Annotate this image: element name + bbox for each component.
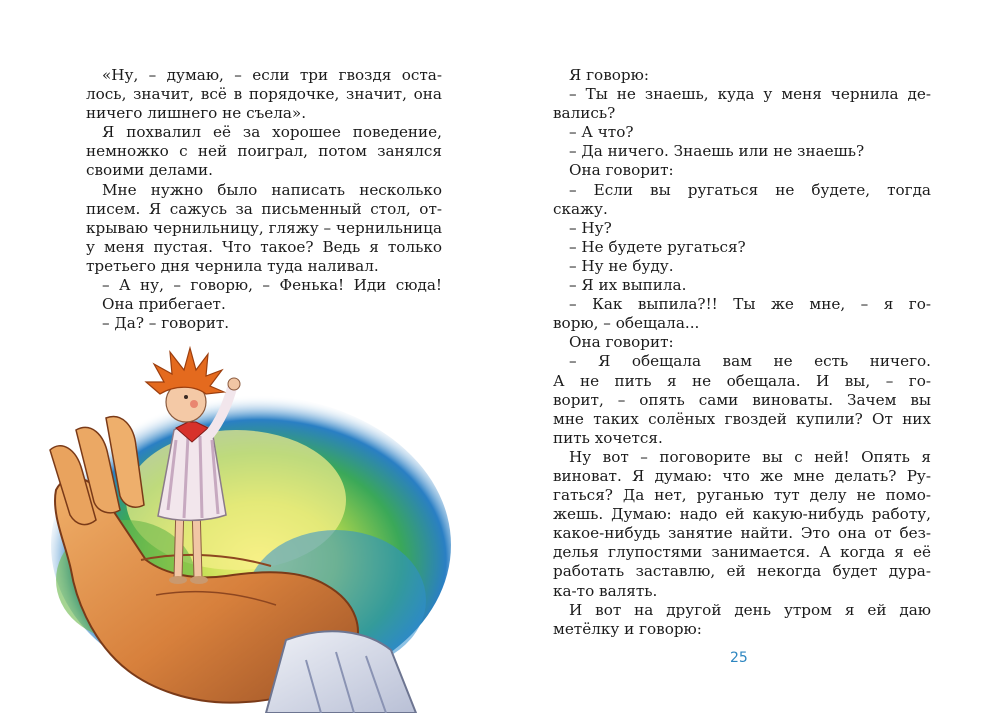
text-line: третьего дня чернила туда наливал.: [86, 256, 379, 275]
text-line: скажу.: [553, 199, 608, 218]
text-line: Ну вот – поговорите вы с ней! Опять я: [569, 447, 931, 466]
text-line: – А ну, – говорю, – Фенька! Иди сюда!: [102, 276, 442, 295]
page-number: 25: [730, 650, 748, 666]
girl-on-hand-illustration: [36, 330, 456, 713]
text-line: жешь. Думаю: надо ей какую-нибудь работу,: [553, 505, 931, 524]
text-line: Я говорю:: [569, 66, 649, 84]
left-page: [0, 0, 500, 713]
text-line: – Ну?: [569, 218, 612, 237]
text-line: мне таких солёных гвоздей купили? От них: [553, 409, 931, 428]
text-line: лось, значит, всё в порядочке, значит, она: [86, 85, 442, 104]
text-line: Мне нужно было написать несколько: [102, 180, 442, 199]
right-page: [500, 0, 1001, 713]
text-line: писем. Я сажусь за письменный стол, от-: [86, 199, 442, 218]
left-page-text: [86, 66, 442, 333]
text-line: ничего лишнего не съела».: [86, 104, 307, 123]
text-line: И вот на другой день утром я ей даю: [569, 600, 931, 619]
text-line: делья глупостями занимается. А когда я её: [553, 543, 931, 562]
text-line: «Ну, – думаю, – если три гвоздя оста-: [102, 66, 442, 84]
text-line: пить хочется.: [553, 428, 663, 447]
text-line: крываю чернильницу, гляжу – чернильница: [86, 218, 442, 237]
text-line: Она говорит:: [569, 333, 674, 352]
text-line: Она прибегает.: [102, 295, 226, 314]
text-line: гаться? Да нет, руганью тут делу не помо-: [553, 486, 931, 505]
text-line: – Если вы ругаться не будете, тогда: [569, 180, 931, 199]
text-line: своими делами.: [86, 161, 213, 180]
text-line: – Не будете ругаться?: [569, 237, 746, 256]
right-page-text: [553, 66, 931, 639]
text-line: – Ну не буду.: [569, 256, 674, 275]
text-line: – Да? – говорит.: [102, 314, 230, 333]
text-line: у меня пустая. Что такое? Ведь я только: [86, 237, 442, 256]
text-line: – Да ничего. Знаешь или не знаешь?: [569, 142, 865, 161]
text-line: какое-нибудь занятие найти. Это она от без-: [553, 524, 931, 543]
text-line: Я похвалил её за хорошее поведение,: [102, 123, 442, 142]
text-line: ка-то валять.: [553, 581, 658, 600]
text-line: – Ты не знаешь, куда у меня чернила де-: [569, 85, 931, 104]
text-line: – Как выпила?!! Ты же мне, – я го-: [569, 295, 931, 314]
text-line: – Я их выпила.: [569, 276, 687, 295]
text-line: А не пить я не обещала. И вы, – го-: [553, 371, 931, 390]
text-line: вались?: [553, 104, 616, 123]
text-line: – А что?: [569, 123, 634, 142]
text-line: – Я обещала вам не есть ничего.: [569, 352, 931, 371]
text-line: ворю, – обещала...: [553, 314, 700, 333]
text-line: виноват. Я думаю: что же мне делать? Ру-: [553, 466, 931, 485]
text-line: работать заставлю, ей некогда будет дура-: [553, 562, 931, 581]
text-line: ворит, – опять сами виноваты. Зачем вы: [553, 390, 931, 409]
text-line: немножко с ней поиграл, потом занялся: [86, 142, 442, 161]
text-line: метёлку и говорю:: [553, 619, 702, 638]
text-line: Она говорит:: [569, 161, 674, 180]
